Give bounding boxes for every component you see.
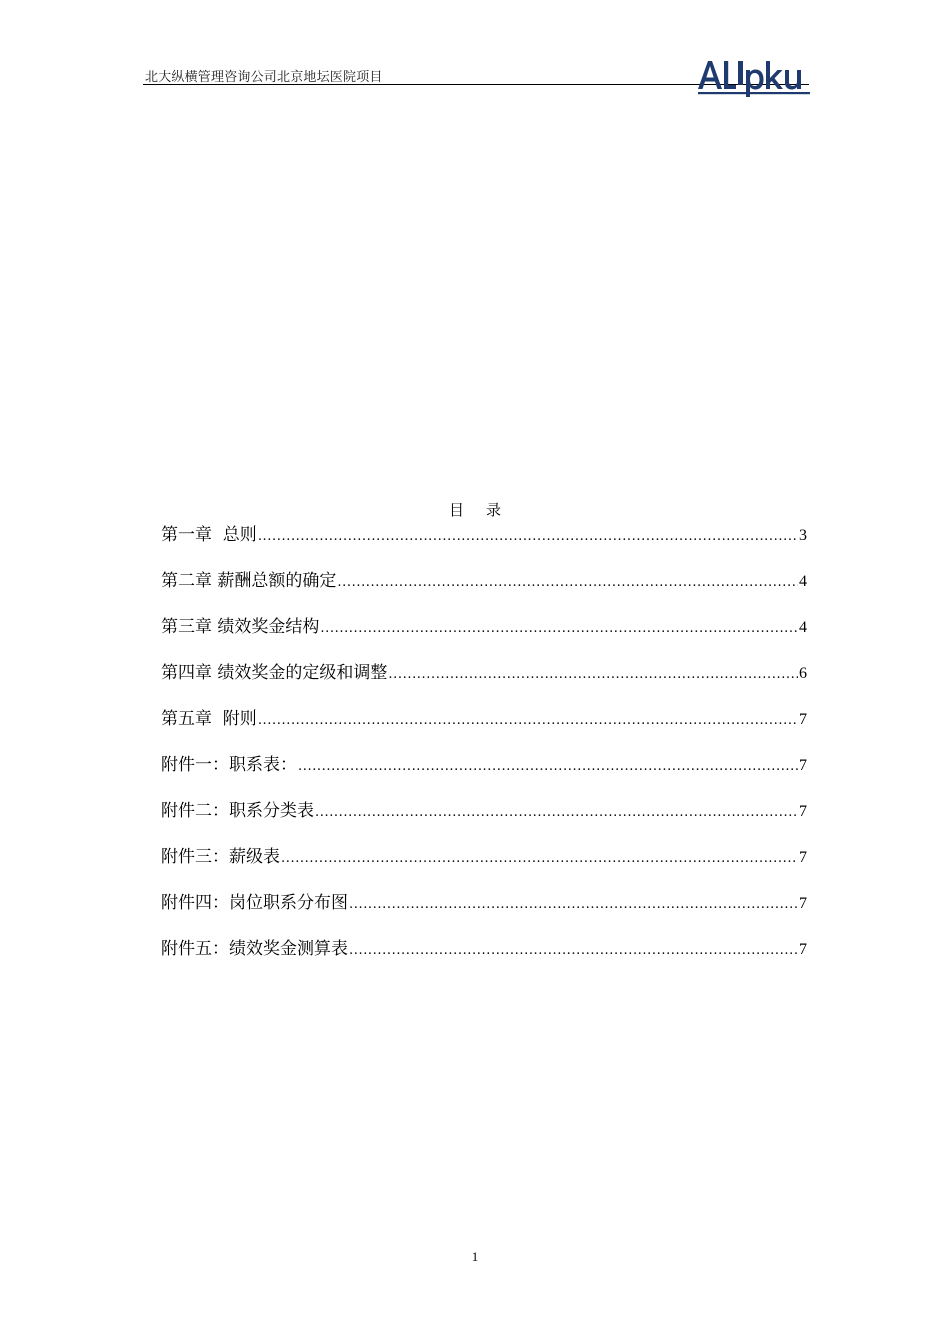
toc-entry-appendix-3[interactable] — [161, 845, 807, 891]
toc-entry-appendix-1[interactable] — [161, 753, 807, 799]
toc-entry-chapter-1[interactable] — [161, 523, 807, 569]
toc-entry-page: 7 — [799, 803, 807, 820]
company-logo — [697, 56, 811, 100]
toc-entry-appendix-2[interactable] — [161, 799, 807, 845]
toc-entry-appendix-4[interactable] — [161, 891, 807, 937]
toc-entry-chapter-5[interactable] — [161, 707, 807, 753]
toc-dot-leader — [349, 893, 798, 917]
toc-entry-label: 第三章 绩效奖金结构 — [161, 617, 320, 637]
toc-dot-leader — [337, 571, 798, 595]
toc-entry-label: 第五章 附则 — [161, 709, 257, 729]
toc-entry-chapter-3[interactable] — [161, 615, 807, 661]
toc-entry-label: 附件一：职系表： — [161, 755, 297, 775]
toc-entry-label: 附件二：职系分类表 — [161, 801, 314, 821]
toc-entry-page: 3 — [799, 527, 807, 544]
toc-dot-leader — [281, 847, 798, 871]
toc-entry-page: 7 — [799, 895, 807, 912]
table-of-contents — [161, 523, 807, 983]
toc-entry-page: 7 — [799, 711, 807, 728]
toc-dot-leader — [258, 525, 798, 549]
toc-entry-page: 6 — [799, 665, 807, 682]
toc-dot-leader — [258, 709, 798, 733]
toc-entry-appendix-5[interactable] — [161, 937, 807, 983]
toc-entry-label: 附件五：绩效奖金测算表 — [161, 939, 348, 959]
toc-entry-label: 第四章 绩效奖金的定级和调整 — [161, 663, 388, 683]
toc-entry-page: 7 — [799, 941, 807, 958]
toc-dot-leader — [298, 755, 798, 779]
toc-entry-label: 附件四：岗位职系分布图 — [161, 893, 348, 913]
toc-entry-label: 第二章 薪酬总额的确定 — [161, 571, 337, 591]
toc-dot-leader — [315, 801, 798, 825]
toc-title-left: 目 — [448, 501, 464, 519]
toc-dot-leader — [388, 663, 798, 687]
toc-entry-page: 7 — [799, 849, 807, 866]
page-number: 1 — [471, 1249, 479, 1264]
header-title: 北大纵横管理咨询公司北京地坛医院项目 — [145, 70, 383, 85]
toc-dot-leader — [320, 617, 798, 641]
toc-entry-chapter-2[interactable] — [161, 569, 807, 615]
toc-entry-label: 附件三：薪级表 — [161, 847, 280, 867]
toc-dot-leader — [349, 939, 798, 963]
toc-entry-page: 7 — [799, 757, 807, 774]
toc-entry-label: 第一章 总则 — [161, 525, 257, 545]
toc-title — [0, 499, 950, 520]
toc-title-right: 录 — [486, 501, 502, 519]
toc-entry-page: 4 — [799, 573, 807, 590]
toc-entry-page: 4 — [799, 619, 807, 636]
toc-entry-chapter-4[interactable] — [161, 661, 807, 707]
